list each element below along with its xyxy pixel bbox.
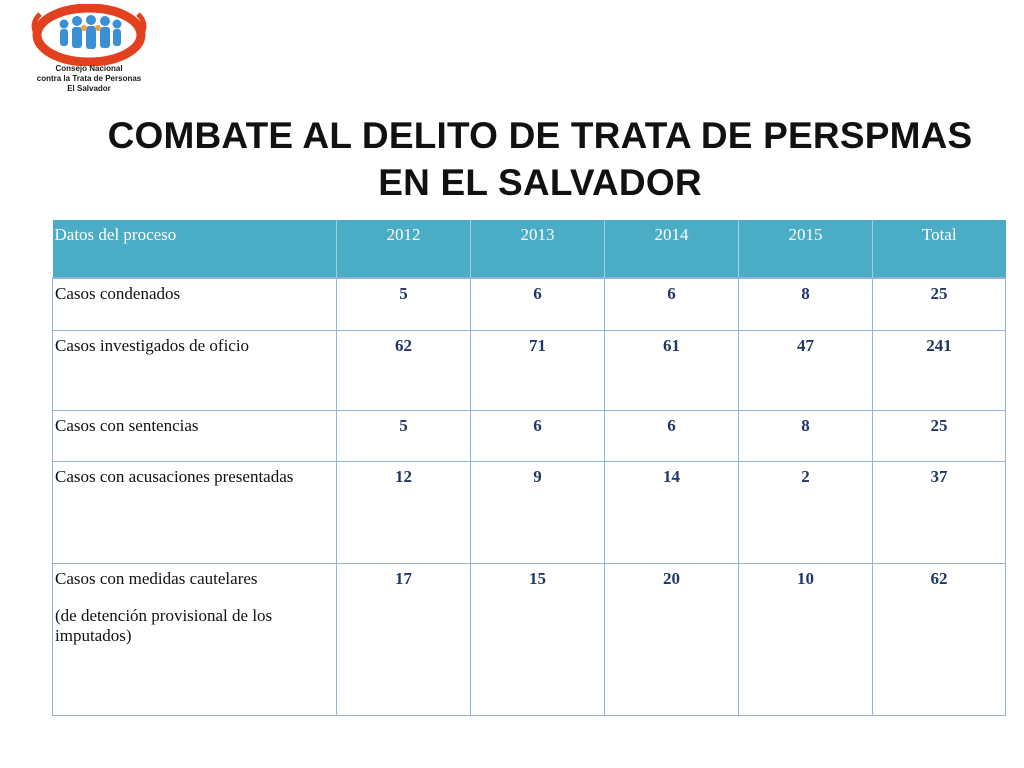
cell-2012: 12 (337, 461, 471, 563)
row-label: Casos condenados (53, 278, 337, 330)
column-header-2014: 2014 (605, 220, 739, 278)
cell-2015: 8 (739, 278, 873, 330)
page-title-line-1: COMBATE AL DELITO DE TRATA DE PERSPMAS (107, 115, 973, 156)
row-label-note: (de detención provisional de los imputados) (55, 605, 273, 645)
row-label-group (53, 563, 337, 715)
cell-2012: 5 (337, 410, 471, 461)
cell-2013: 15 (471, 563, 605, 715)
page-title-line-2: EN EL SALVADOR (378, 162, 702, 203)
cell-2015: 8 (739, 410, 873, 461)
cell-2013: 6 (471, 278, 605, 330)
cell-2014: 20 (605, 563, 739, 715)
column-header-2012: 2012 (337, 220, 471, 278)
cell-total: 25 (873, 410, 1006, 461)
cell-2014: 14 (605, 461, 739, 563)
column-header-process: Datos del proceso (53, 220, 337, 278)
cell-total: 25 (873, 278, 1006, 330)
cell-2012: 17 (337, 563, 471, 715)
logo-line-2: contra la Trata de Personas (36, 74, 142, 83)
logo-line-1: Consejo Nacional (55, 64, 123, 73)
people-circle-logo-icon (24, 4, 154, 66)
table-row (53, 410, 1006, 461)
cell-total: 241 (873, 330, 1006, 410)
cell-2015: 2 (739, 461, 873, 563)
cell-2014: 6 (605, 410, 739, 461)
organization-logo (14, 4, 164, 96)
row-label: Casos investigados de oficio (53, 330, 337, 410)
logo-line-3: El Salvador (67, 84, 111, 93)
cell-2012: 62 (337, 330, 471, 410)
page-title (60, 112, 1020, 206)
logo-caption (14, 64, 164, 94)
row-label: Casos con medidas cautelares (55, 568, 258, 588)
column-header-total: Total (873, 220, 1006, 278)
cell-total: 37 (873, 461, 1006, 563)
cell-2015: 47 (739, 330, 873, 410)
cell-2013: 6 (471, 410, 605, 461)
column-header-2013: 2013 (471, 220, 605, 278)
row-label: Casos con sentencias (53, 410, 337, 461)
cell-2013: 9 (471, 461, 605, 563)
cell-2014: 61 (605, 330, 739, 410)
cell-total: 62 (873, 563, 1006, 715)
row-label: Casos con acusaciones presentadas (53, 461, 337, 563)
cell-2014: 6 (605, 278, 739, 330)
table-row (53, 461, 1006, 563)
table-header-row (53, 220, 1006, 278)
table-row (53, 330, 1006, 410)
table-row (53, 278, 1006, 330)
cell-2015: 10 (739, 563, 873, 715)
cell-2013: 71 (471, 330, 605, 410)
trafficking-cases-table (52, 220, 1006, 716)
cell-2012: 5 (337, 278, 471, 330)
column-header-2015: 2015 (739, 220, 873, 278)
table-row (53, 563, 1006, 715)
